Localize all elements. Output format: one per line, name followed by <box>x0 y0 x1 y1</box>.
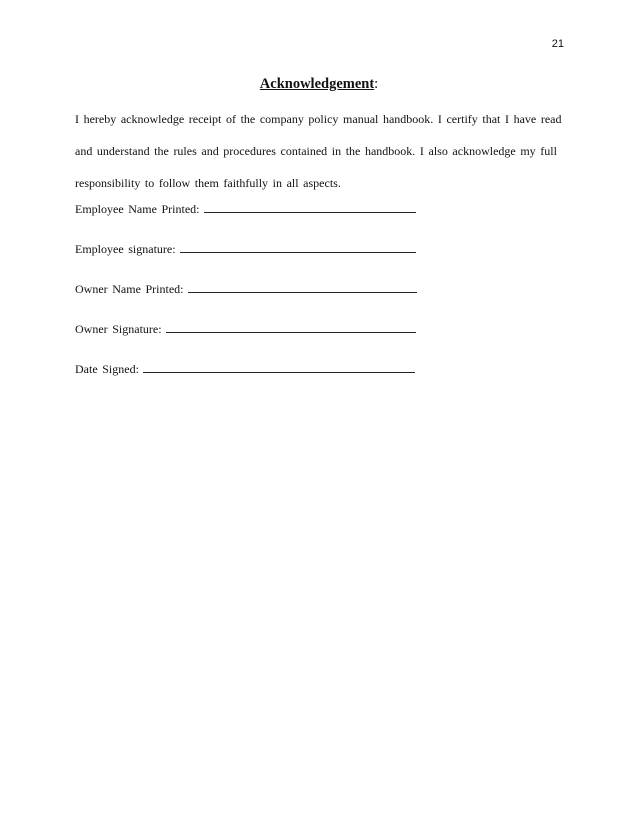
employee-name-printed-field <box>75 202 416 217</box>
acknowledgement-paragraph <box>75 103 565 199</box>
owner-signature-blank[interactable] <box>166 322 416 333</box>
employee-signature-blank[interactable] <box>180 242 416 253</box>
owner-name-printed-field <box>75 282 417 297</box>
owner-signature-field <box>75 322 416 337</box>
paragraph-line: responsibility to follow them faithfully in all aspects. <box>75 176 341 190</box>
field-label: Owner Signature: <box>75 322 162 336</box>
field-label: Employee Name Printed: <box>75 202 200 216</box>
date-signed-blank[interactable] <box>143 362 415 373</box>
employee-signature-field <box>75 242 416 257</box>
page-title <box>0 76 638 93</box>
owner-name-printed-blank[interactable] <box>188 282 417 293</box>
field-label: Employee signature: <box>75 242 176 256</box>
page-number: 21 <box>551 38 564 50</box>
paragraph-line: I hereby acknowledge receipt of the company policy manual handbook. I certify that I have read <box>75 112 562 126</box>
title-colon: : <box>374 76 379 92</box>
employee-name-printed-blank[interactable] <box>204 202 416 213</box>
title-text: Acknowledgement <box>259 76 375 92</box>
paragraph-line: and understand the rules and procedures contained in the handbook. I also acknowledge my full <box>75 144 557 158</box>
date-signed-field <box>75 362 415 377</box>
field-label: Owner Name Printed: <box>75 282 184 296</box>
field-label: Date Signed: <box>75 362 139 376</box>
